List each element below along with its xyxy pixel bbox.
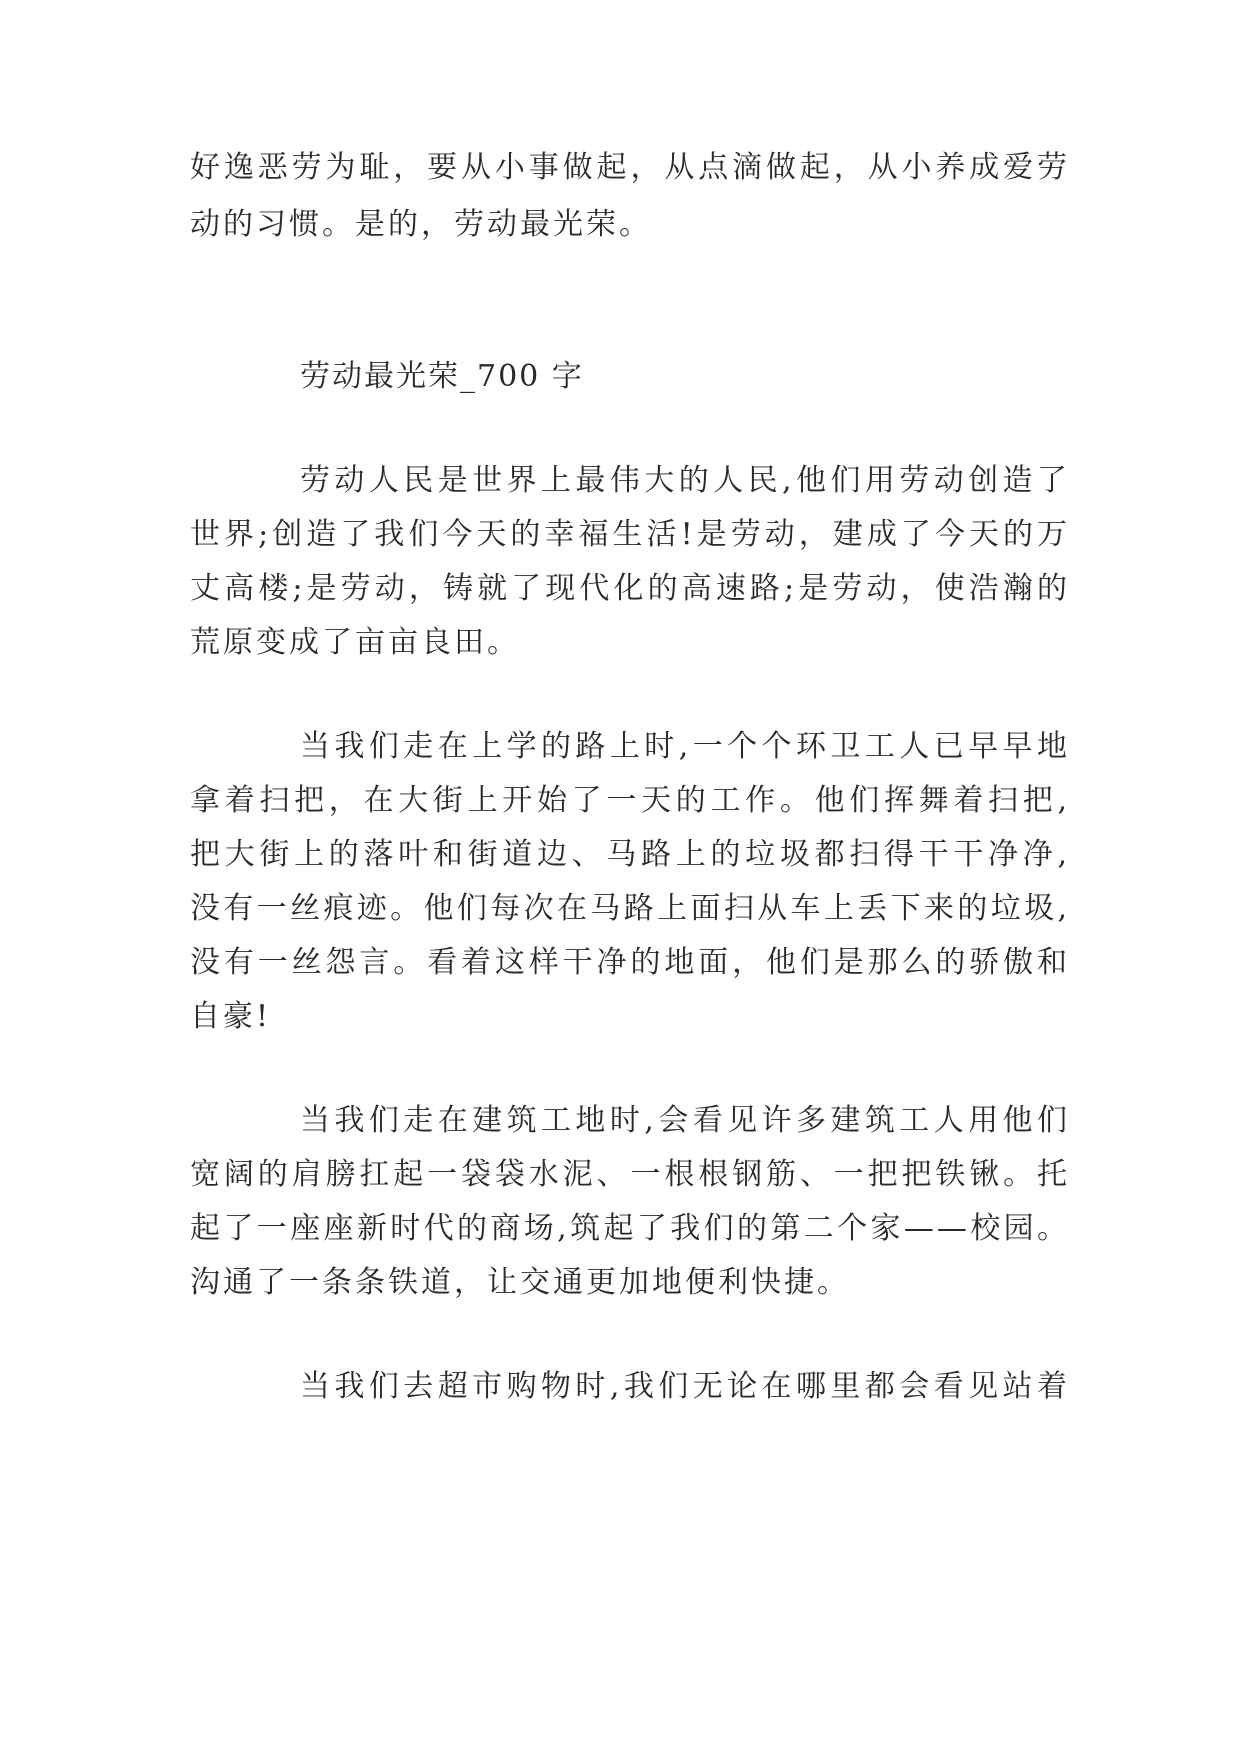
body-text-line: 起了一座座新时代的商场,筑起了我们的第二个家——校园。 <box>190 1211 1070 1246</box>
body-text-line: 劳动人民是世界上最伟大的人民,他们用劳动创造了 <box>300 463 1070 498</box>
body-text-line: 当我们走在上学的路上时,一个个环卫工人已早早地 <box>300 729 1070 764</box>
body-text-line: 丈高楼;是劳动，铸就了现代化的高速路;是劳动，使浩瀚的 <box>190 571 1070 606</box>
body-text-line: 世界;创造了我们今天的幸福生活!是劳动，建成了今天的万 <box>190 517 1070 552</box>
body-text-line: 自豪! <box>190 999 272 1034</box>
body-text-line: 当我们去超市购物时,我们无论在哪里都会看见站着 <box>300 1369 1070 1404</box>
essay-title: 劳动最光荣_700 字 <box>300 359 584 394</box>
body-text-line: 把大街上的落叶和街道边、马路上的垃圾都扫得干干净净, <box>190 837 1070 872</box>
body-text-line: 当我们走在建筑工地时,会看见许多建筑工人用他们 <box>300 1103 1070 1138</box>
body-text-line: 沟通了一条条铁道，让交通更加地便利快捷。 <box>190 1265 850 1300</box>
body-text-line: 没有一丝怨言。看着这样干净的地面，他们是那么的骄傲和 <box>190 945 1070 980</box>
body-text-line: 宽阔的肩膀扛起一袋袋水泥、一根根钢筋、一把把铁锹。托 <box>190 1157 1070 1192</box>
body-text-line: 动的习惯。是的，劳动最光荣。 <box>190 207 652 242</box>
body-text-line: 好逸恶劳为耻，要从小事做起，从点滴做起，从小养成爱劳 <box>190 150 1070 185</box>
body-text-line: 荒原变成了亩亩良田。 <box>190 625 520 660</box>
body-text-line: 拿着扫把，在大街上开始了一天的工作。他们挥舞着扫把, <box>190 783 1070 818</box>
body-text-line: 没有一丝痕迹。他们每次在马路上面扫从车上丢下来的垃圾, <box>190 891 1070 926</box>
